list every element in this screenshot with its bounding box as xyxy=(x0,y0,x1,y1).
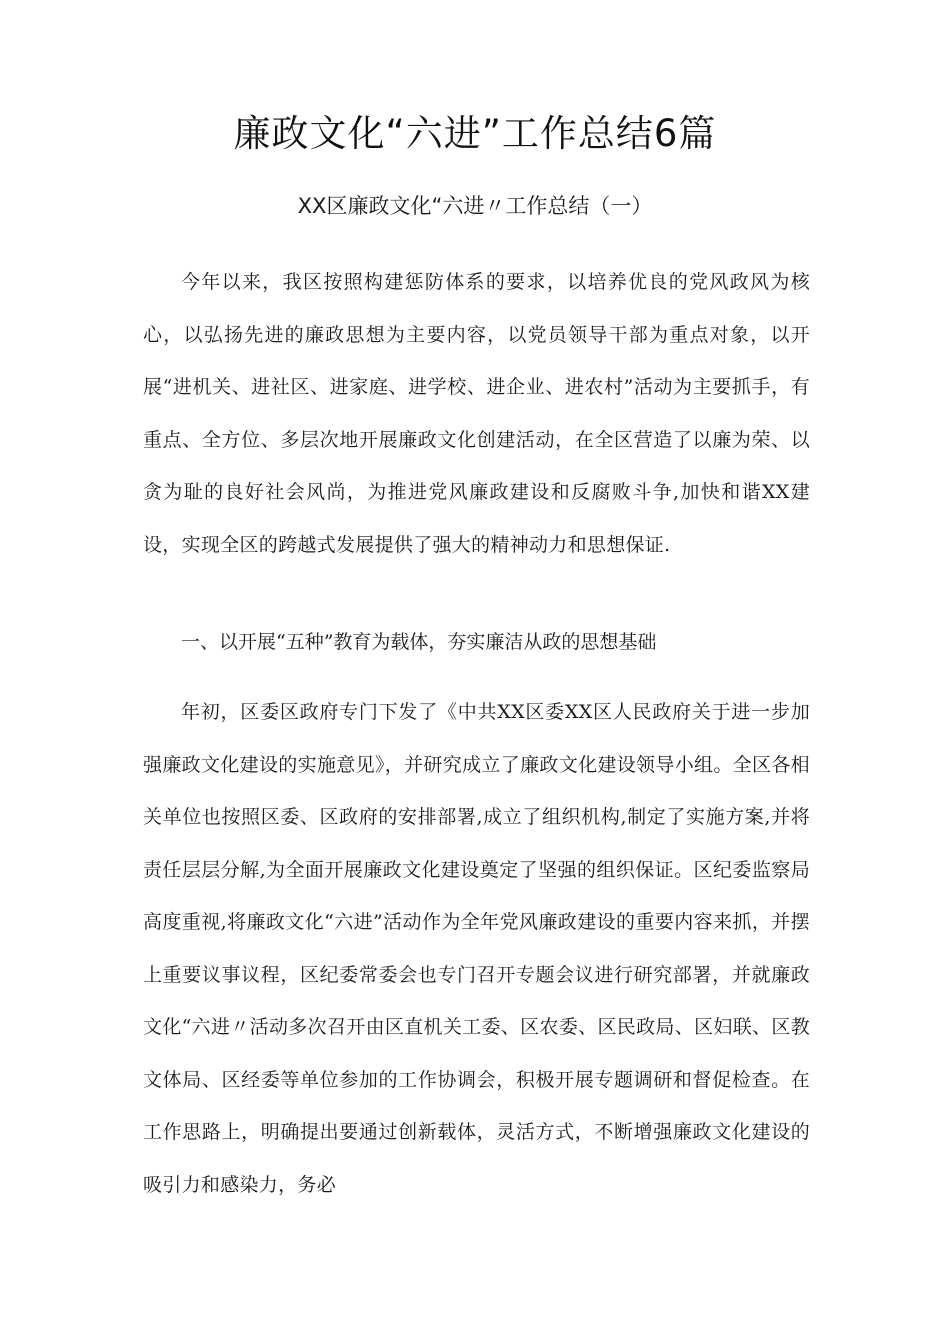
section-heading: 一、以开展“五种”教育为载体，夯实廉洁从政的思想基础 xyxy=(181,631,657,653)
document-title: 廉政文化“六进”工作总结6篇 xyxy=(233,112,717,155)
document-subtitle: XX区廉政文化“六进〃工作总结（一） xyxy=(297,194,653,218)
section-body-paragraph: 年初，区委区政府专门下发了《中共XX区委XX区人民政府关于进一步加强廉政文化建设的实施意见》，并研究成立了廉政文化建设领导小组。全区各相关单位也按照区委、区政府的安排部署,成立了组织机构,制定了实施方案,并将责任层层分解,为全面开展廉政文化建设奠定了坚强的组织保证。区纪委监察局高度重视,将廉政文化“六进”活动作为全年党风廉政建设的重要内容来抓，并摆上重要议事议程，区纪委常委会也专门召开专题会议进行研究部署，并就廉政文化“六进〃活动多次召开由区直机关工委、区农委、区民政局、区妇联、区教文体局、区经委等单位参加的工作协调会，积极开展专题调研和督促检查。在工作思路上，明确提出要通过创新载体，灵活方式，不断增强廉政文化建设的吸引力和感染力，务必 xyxy=(143,701,810,1196)
intro-paragraph: 今年以来，我区按照构建惩防体系的要求，以培养优良的党风政风为核心，以弘扬先进的廉政思想为主要内容，以党员领导干部为重点对象，以开展“进机关、进社区、进家庭、进学校、进企业、进农村”活动为主要抓手，有重点、全方位、多层次地开展廉政文化创建活动，在全区营造了以廉为荣、以贪为耻的良好社会风尚，为推进党风廉政建设和反腐败斗争,加快和谐XX建设，实现全区的跨越式发展提供了强大的精神动力和思想保证. xyxy=(143,271,810,556)
